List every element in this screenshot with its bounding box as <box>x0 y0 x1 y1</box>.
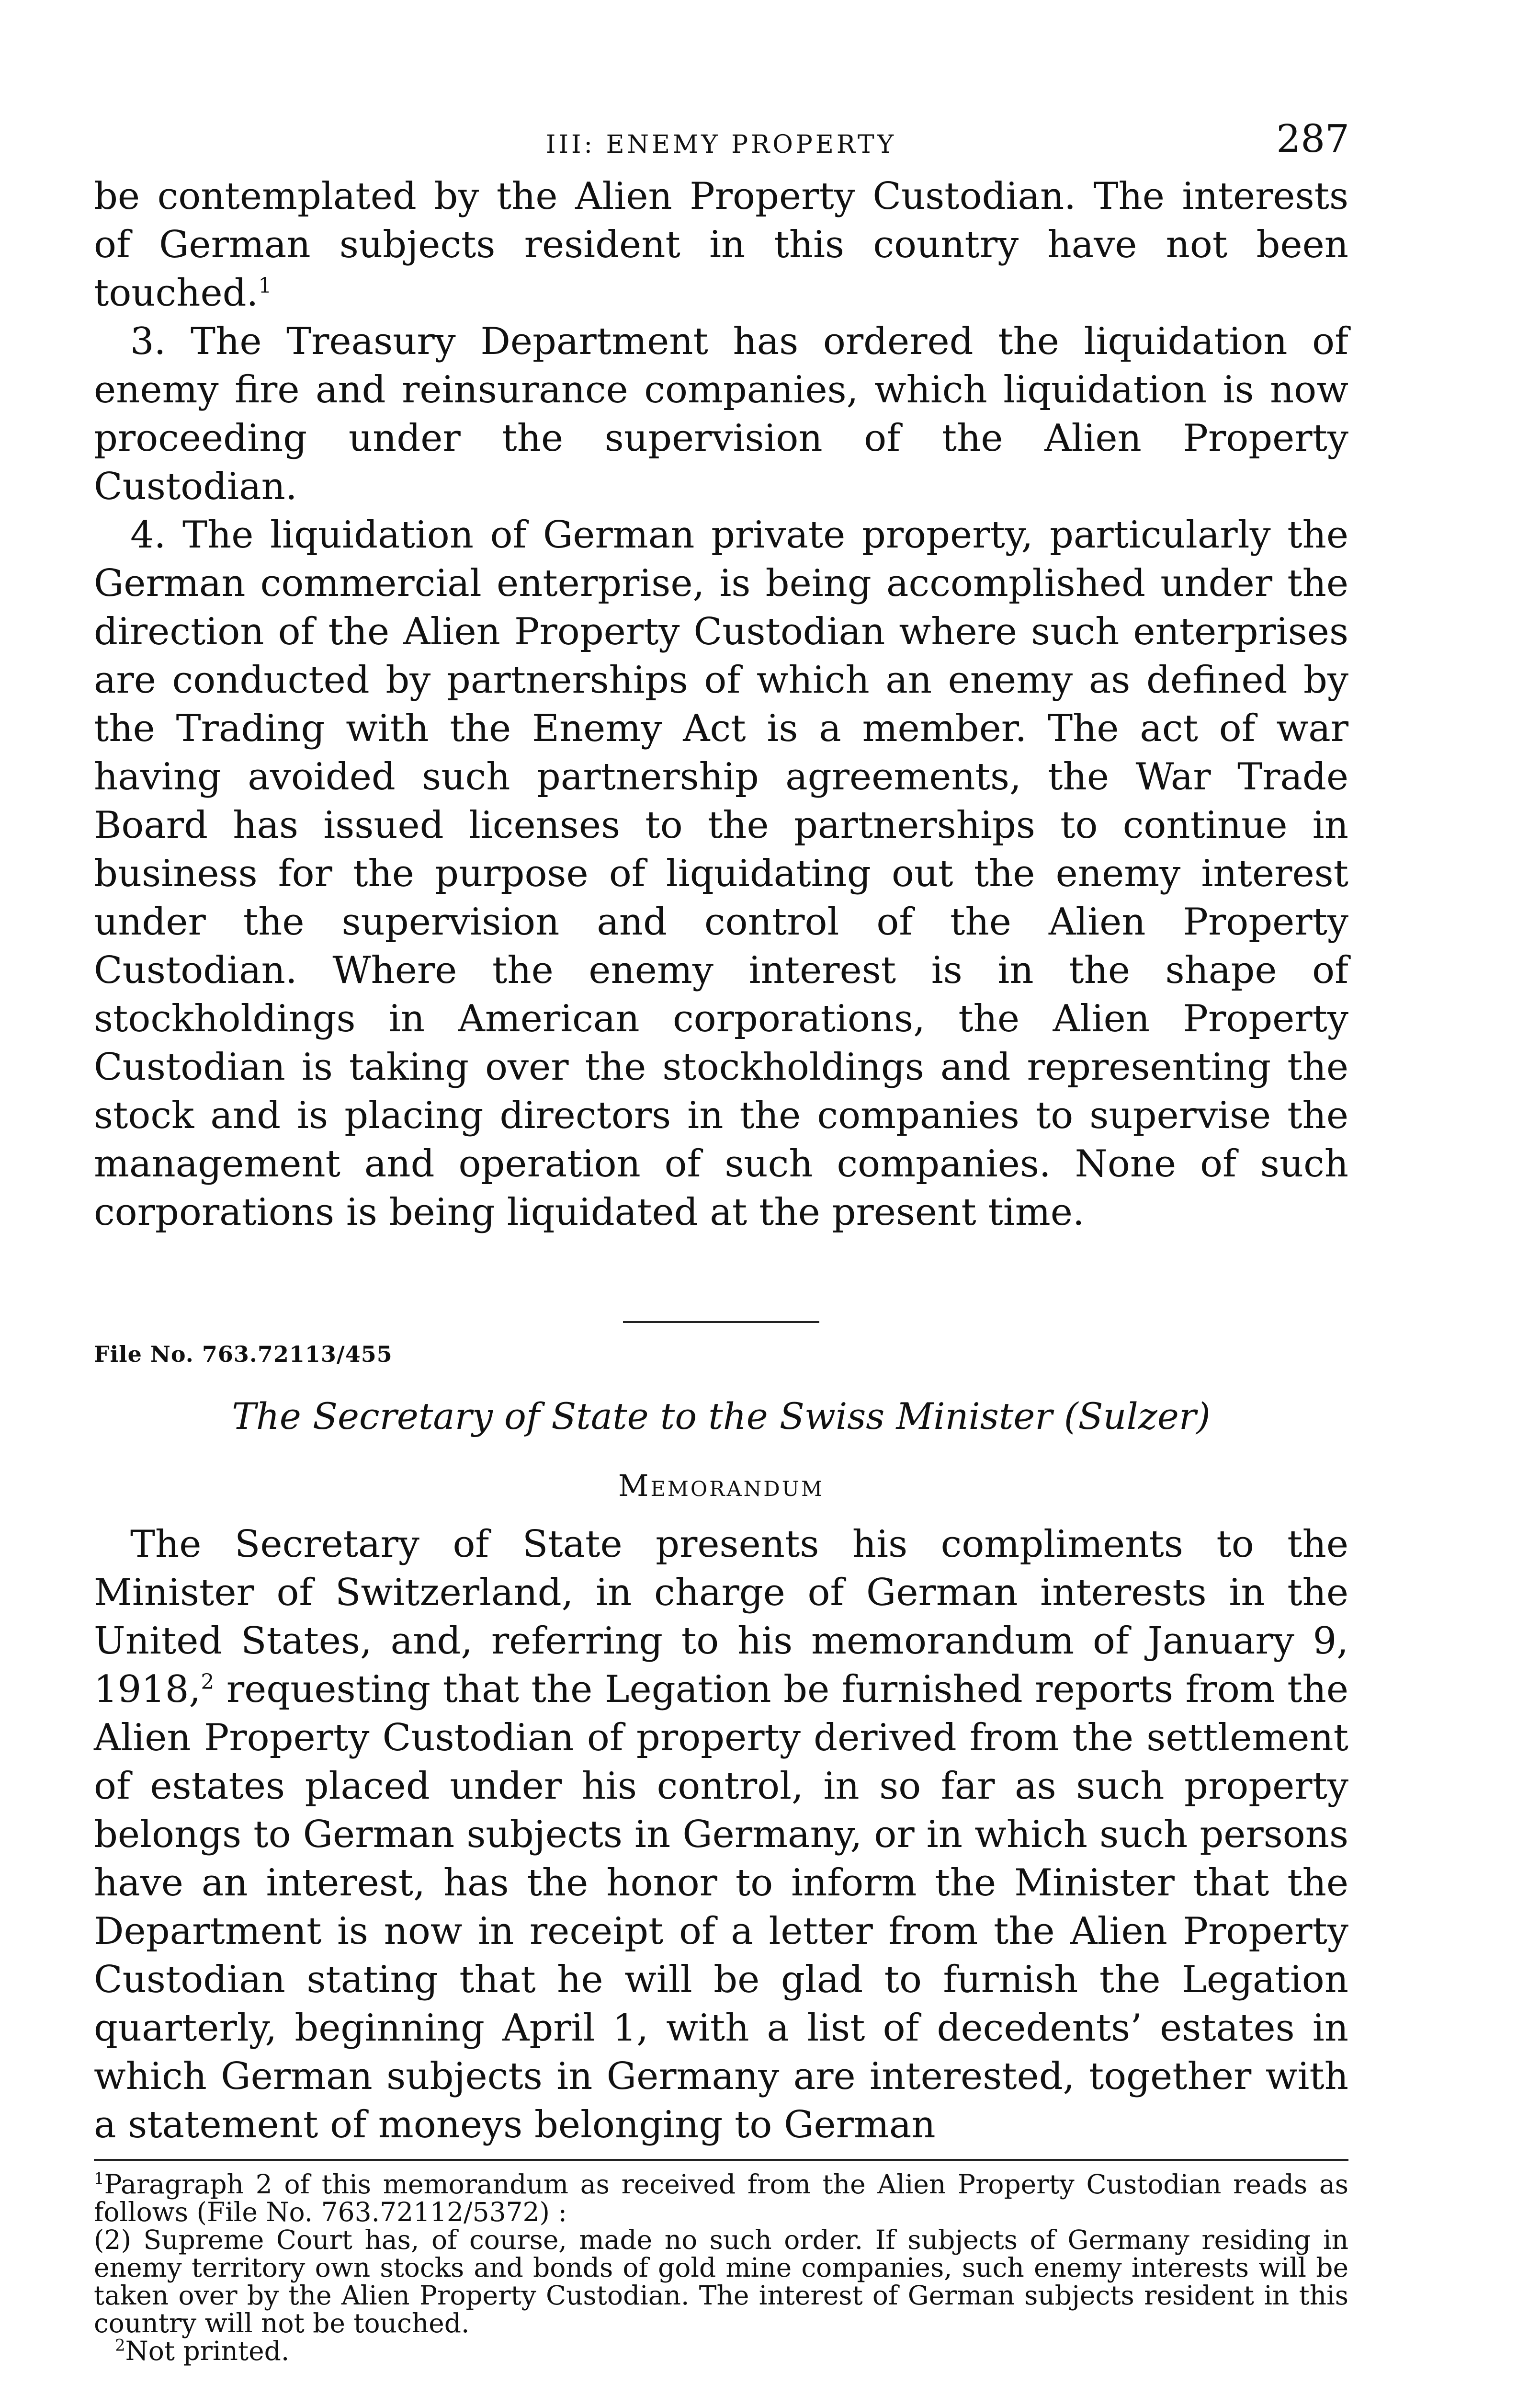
page-content <box>94 116 1349 2366</box>
intro-paragraph-2 <box>94 318 1348 511</box>
intro-paragraph-text: 3. The Treasury Department has ordered the liquidation of enemy fire and reinsurance companies, which liquidation is now proceeding under the supervision of the Alien Property Custodian. <box>94 320 1348 508</box>
intro-text <box>94 172 1348 1237</box>
memorandum-text-before-ref: The Secretary of State presents his compliments to the Minister of Switzerland, in charge of German interests in the United States, and, referring to his memorandum of January 9, 1918, <box>94 1523 1348 1711</box>
memorandum-title: Memorandum <box>618 1468 824 1503</box>
running-head <box>94 116 1349 172</box>
footnote-1-text: Paragraph 2 of this memorandum as received from the Alien Property Custodian reads as follows (File No. 763.72112/5372) : <box>94 2169 1348 2227</box>
footnote-1 <box>94 2170 1348 2226</box>
page-number: 287 <box>1276 116 1349 161</box>
intro-paragraph-1 <box>94 172 1348 318</box>
footnote-2 <box>94 2337 1348 2365</box>
intro-paragraph-3 <box>94 511 1348 1237</box>
footnotes <box>94 2159 1348 2365</box>
running-title: III: ENEMY PROPERTY <box>545 130 897 159</box>
section-divider <box>623 1321 819 1323</box>
memorandum-body <box>94 1520 1348 2149</box>
file-number: File No. 763.72113/455 <box>94 1341 393 1367</box>
memorandum-text-after-ref: requesting that the Legation be furnished reports from the Alien Property Custodian of property derived from the settlement of estates placed under his control, in so far as such property belongs to German subjects in Germany, or in which such persons have an interest, has the honor to inform the Minister that the Department is now in receipt of a letter from the Alien Property Custodian stating that he will be glad to furnish the Legation quarterly, beginning April 1, with a list of decedents’ estates in which German subjects in Germany are interested, together with a statement of moneys belonging to German <box>94 1668 1348 2146</box>
intro-paragraph-text: 4. The liquidation of German private property, particularly the German commercial enterprise, is being accomplished under the direction of the Alien Property Custodian where such enterprises are conducted by partnerships of which an enemy as defined by the Trading with the Enemy Act is a member. The act of war having avoided such partnership agreements, the War Trade Board has issued licenses to the partnerships to continue in business for the purpose of liquidating out the enemy interest under the supervision and control of the Alien Property Custodian. Where the enemy interest is in the shape of stockholdings in American corporations, the Alien Property Custodian is taking over the stockholdings and representing the stock and is placing directors in the companies to supervise the management and operation of such companies. None of such corporations is being liquidated at the present time. <box>94 513 1348 1234</box>
footnote-ref-2: 2 <box>201 1670 215 1694</box>
footnote-ref-1: 1 <box>258 274 272 298</box>
footnote-2-text: Not printed. <box>125 2336 290 2366</box>
document-heading: The Secretary of State to the Swiss Minister (Sulzer) <box>232 1395 1211 1437</box>
memorandum-paragraph <box>94 1520 1348 2149</box>
intro-paragraph-text: be contemplated by the Alien Property Custodian. The interests of German subjects resident in this country have not been touched. <box>94 175 1348 315</box>
footnote-2-mark: 2 <box>115 2336 125 2355</box>
footnote-1-quote: (2) Supreme Court has, of course, made no such order. If subjects of Germany residing in enemy territory own stocks and bonds of gold mine companies, such enemy interests will be taken over by the Alien Property Custodian. The interest of German subjects resident in this country will not be touched. <box>94 2224 1348 2338</box>
footnote-1-mark: 1 <box>94 2169 104 2189</box>
